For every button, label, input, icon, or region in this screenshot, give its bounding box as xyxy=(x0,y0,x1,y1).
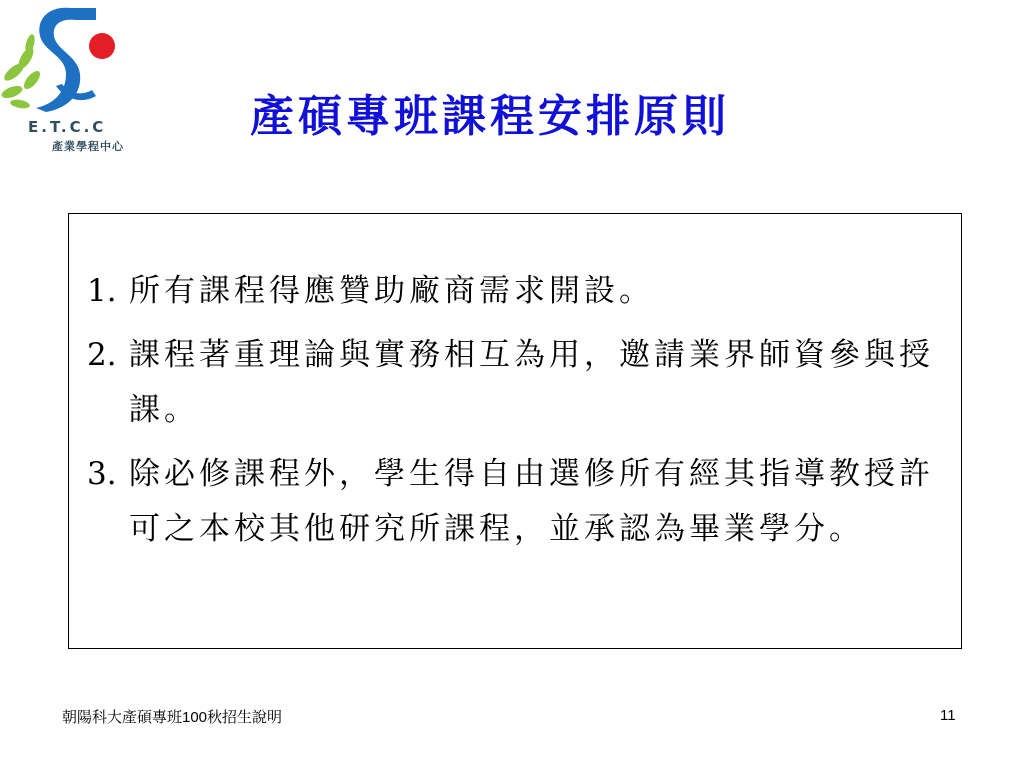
footer-caption: 朝陽科大產碩專班100秋招生說明 xyxy=(62,709,283,726)
logo-subtitle: 產業學程中心 xyxy=(52,140,124,153)
item-number: 3. xyxy=(87,456,117,492)
slide-title: 產碩專班課程安排原則 xyxy=(250,91,730,142)
etcc-logo xyxy=(0,0,160,160)
logo-emblem-icon xyxy=(0,0,160,120)
list-item xyxy=(87,264,949,319)
logo-name: E.T.C.C xyxy=(28,118,107,136)
item-number: 2. xyxy=(87,337,117,373)
content-box xyxy=(68,213,962,649)
list-item xyxy=(87,328,949,438)
item-text: 課程著重理論與實務相互為用，邀請業界師資參與授課。 xyxy=(129,337,934,428)
item-text: 所有課程得應贊助廠商需求開設。 xyxy=(129,273,654,309)
principles-list xyxy=(87,264,949,557)
page-number: 11 xyxy=(940,707,956,724)
list-item xyxy=(87,447,949,557)
item-text: 除必修課程外，學生得自由選修所有經其指導教授許可之本校其他研究所課程，並承認為畢業學分。 xyxy=(129,456,934,547)
item-number: 1. xyxy=(87,273,117,309)
